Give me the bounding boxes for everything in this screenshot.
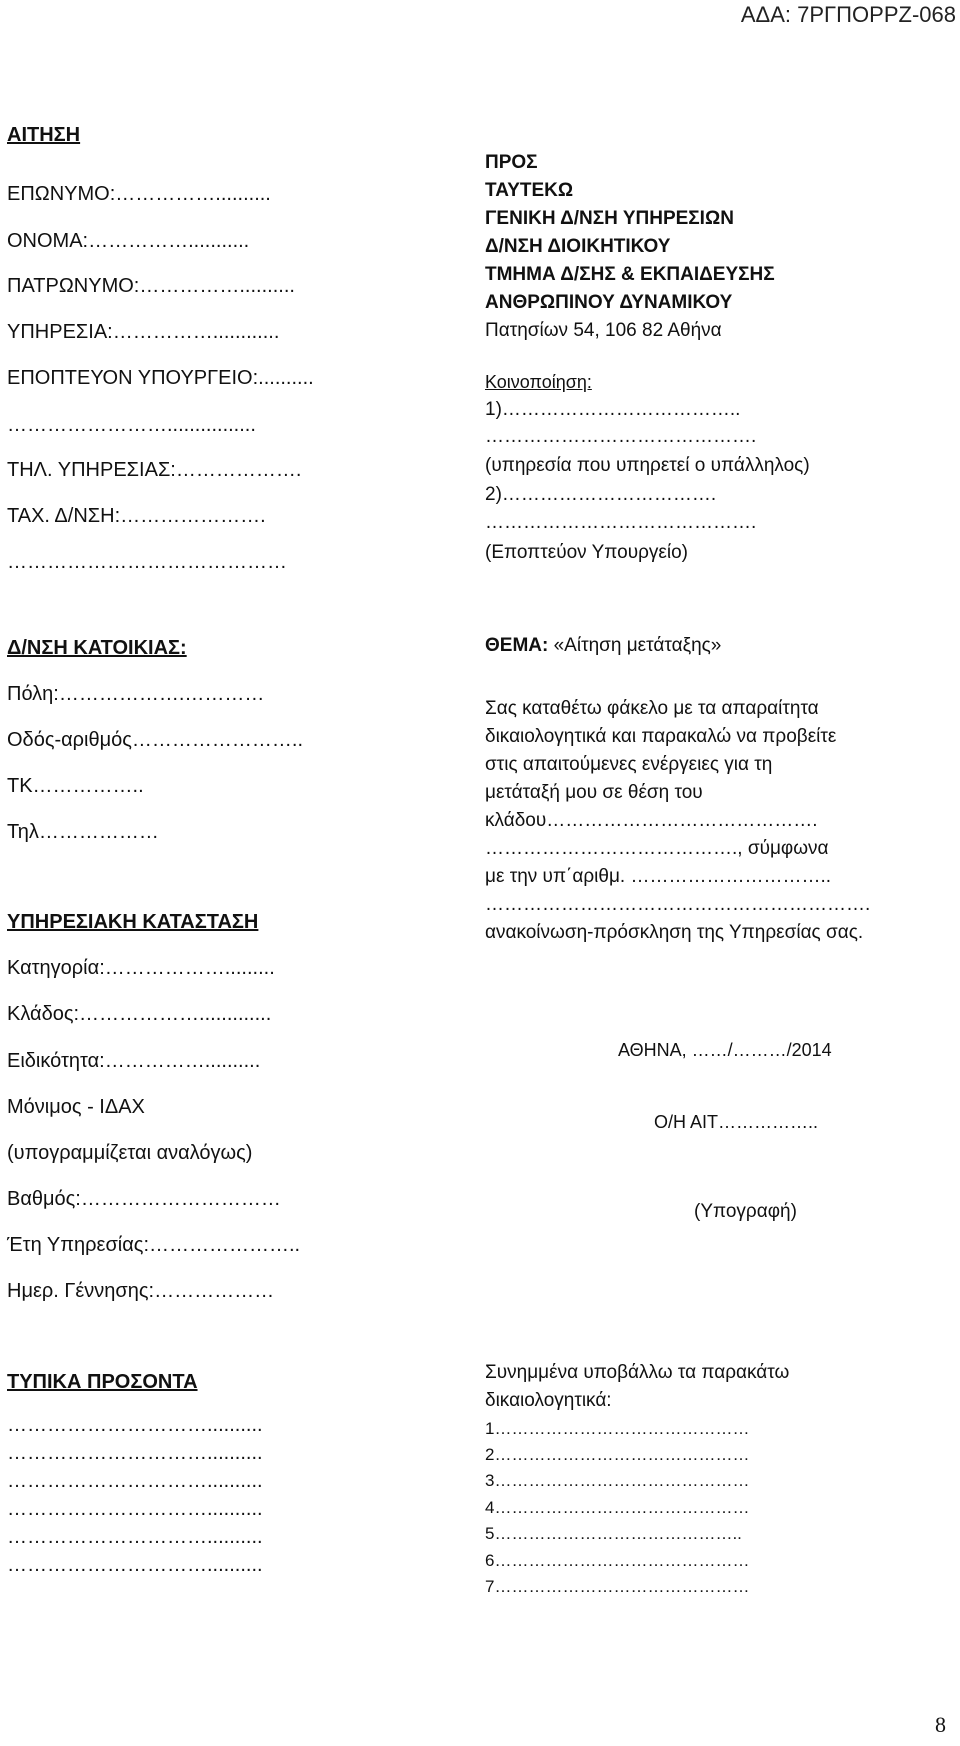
body-line: στις απαιτούμενες ενέργειες για τη [485,754,773,775]
field-category: Κατηγορία:………………......... [7,957,275,979]
notification-line: 1)……………………………….. [485,399,741,420]
attachment-line: 1……………………………………… [485,1419,750,1438]
attachment-line: 7……………………………………… [485,1577,750,1596]
attachment-line: 5…………………………………….. [485,1524,742,1543]
qualification-line: ………………………….......... [7,1498,263,1520]
recipient-line: ΑΝΘΡΩΠΙΝΟΥ ΔΥΝΑΜΙΚΟΥ [485,292,733,313]
page-number: 8 [935,1712,946,1737]
field-phone: Τηλ……………… [7,821,159,843]
field-grade: Βαθμός:………………………… [7,1188,281,1210]
body-line: μετάταξή μου σε θέση του [485,782,703,803]
date-line: ΑΘΗΝΑ, ……/………/2014 [618,1040,832,1060]
field-birth-date: Ημερ. Γέννησης:……………… [7,1280,275,1302]
body-line: κλάδου……………………………………. [485,810,818,831]
recipient-line: ΓΕΝΙΚΗ Δ/ΝΣΗ ΥΠΗΡΕΣΙΩΝ [485,208,734,229]
qualification-line: ………………………….......... [7,1554,263,1576]
applicant-signer: Ο/Η ΑΙΤ…………….. [654,1112,819,1132]
body-line: ανακοίνωση-πρόσκληση της Υπηρεσίας σας. [485,922,864,943]
employment-type-note: (υπογραμμίζεται αναλόγως) [7,1142,253,1164]
attachments-intro: δικαιολογητικά: [485,1390,612,1411]
qualifications-title: ΤΥΠΙΚΑ ΠΡΟΣΟΝΤΑ [7,1371,198,1393]
body-line: …………………………………., σύμφωνα [485,838,829,859]
ada-code: ΑΔΑ: 7ΡΓΠΟΡΡΖ-068 [740,2,956,27]
field-employment-type: Μόνιμος - ΙΔΑΧ [7,1096,145,1118]
recipient-address: Πατησίων 54, 106 82 Αθήνα [485,320,722,341]
field-postal-address: ΤΑΧ. Δ/ΝΣΗ:…………………. [7,505,266,527]
notification-line: 2)……………………………. [485,484,717,505]
field-years-of-service: Έτη Υπηρεσίας:………………….. [7,1234,301,1256]
field-city: Πόλη:……………….………… [7,683,265,705]
field-branch: Κλάδος:………………............. [7,1003,272,1025]
notification-line: (υπηρεσία που υπηρετεί ο υπάλληλος) [485,455,810,476]
attachment-line: 4……………………………………… [485,1498,750,1517]
recipient-line: ΤΜΗΜΑ Δ/ΣΗΣ & ΕΚΠΑΙΔΕΥΣΗΣ [485,264,775,285]
field-ministry: ΕΠΟΠΤΕΥΟΝ ΥΠΟΥΡΓΕΙΟ:.......... [7,367,314,389]
qualification-line: ………………………….......... [7,1470,263,1492]
body-line: με την υπ΄αριθμ. ………………………….. [485,866,832,887]
attachment-line: 2……………………………………… [485,1445,750,1464]
recipient-line: ΠΡΟΣ [485,152,538,173]
field-name: ΟΝΟΜΑ:……………........... [7,230,250,252]
qualification-line: ………………………….......... [7,1442,263,1464]
notification-line: ……………………………………. [485,512,757,533]
application-title: ΑΙΤΗΣΗ [7,124,81,146]
field-surname: ΕΠΩΝΥΜΟ:…………….......... [7,183,271,205]
field-father-name: ΠΑΤΡΩΝΥΜΟ:…………….......... [7,275,295,297]
signature-label: (Υπογραφή) [694,1201,797,1222]
field-ministry-cont: ……………………................ [7,414,256,436]
field-postal-address-cont: …………………………………… [7,551,287,573]
field-postcode: ΤΚ…………….. [7,775,144,797]
attachment-line: 3……………………………………… [485,1471,750,1490]
body-line: δικαιολογητικά και παρακαλώ να προβείτε [485,726,837,747]
attachments-intro: Συνημμένα υποβάλλω τα παρακάτω [485,1362,790,1383]
body-line: Σας καταθέτω φάκελο με τα απαραίτητα [485,698,819,719]
field-service: ΥΠΗΡΕΣΙΑ:……………............ [7,321,280,343]
field-street: Οδός-αριθμός…………………….. [7,729,304,751]
notification-title: Κοινοποίηση: [485,372,592,392]
recipient-line: ΤΑΥΤΕΚΩ [485,180,574,201]
qualification-line: ………………………….......... [7,1414,263,1436]
attachment-line: 6……………………………………… [485,1551,750,1570]
qualification-line: ………………………….......... [7,1526,263,1548]
field-specialty: Ειδικότητα:…………….......... [7,1050,261,1072]
service-status-title: ΥΠΗΡΕΣΙΑΚΗ ΚΑΤΑΣΤΑΣΗ [7,911,259,933]
subject [485,634,721,658]
notification-line: (Εποπτεύον Υπουργείο) [485,542,688,563]
field-service-phone: ΤΗΛ. ΥΠΗΡΕΣΙΑΣ:………………. [7,459,302,481]
home-address-title: Δ/ΝΣΗ ΚΑΤΟΙΚΙΑΣ: [7,637,187,659]
body-line: ……………………………………………………. [485,894,871,915]
notification-line: ……………………………………. [485,426,757,447]
subject-label: ΘΕΜΑ: [485,635,549,656]
recipient-line: Δ/ΝΣΗ ΔΙΟΙΚΗΤΙΚΟΥ [485,236,671,257]
subject-text: «Αίτηση μετάταξης» [548,635,722,656]
